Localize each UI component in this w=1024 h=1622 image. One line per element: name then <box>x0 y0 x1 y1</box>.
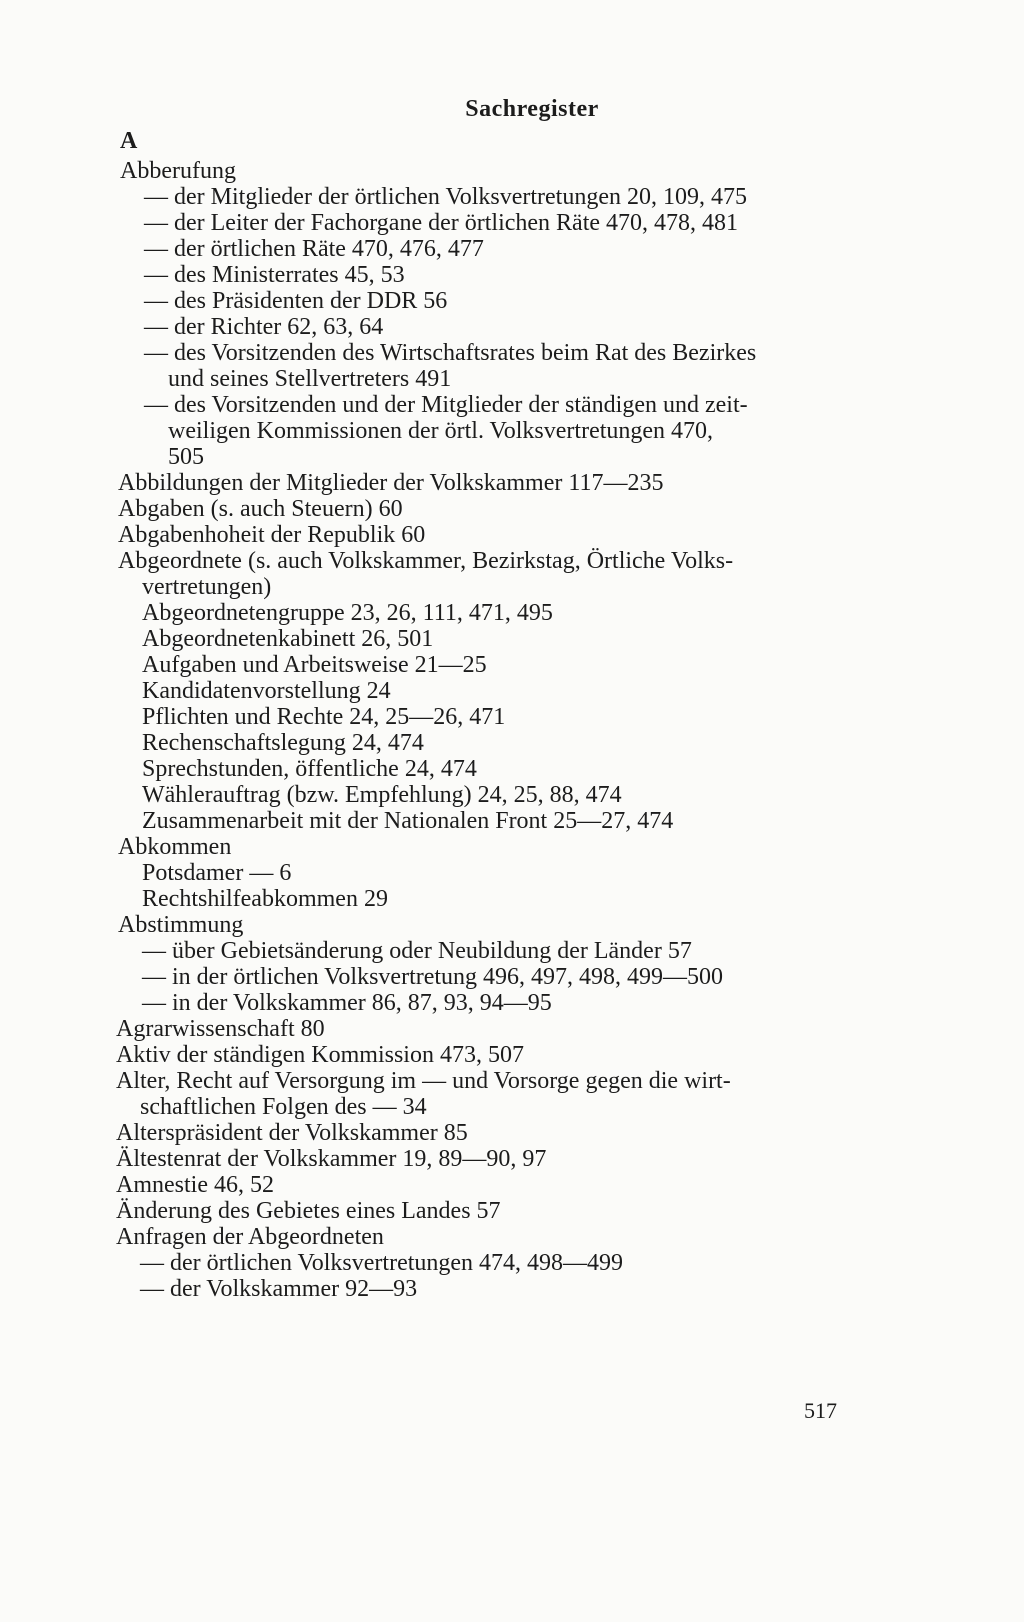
index-entry: Abkommen <box>118 834 232 860</box>
index-entry: Agrarwissenschaft 80 <box>116 1016 325 1042</box>
index-entry: Sprechstunden, öffentliche 24, 474 <box>142 756 477 782</box>
index-entry: Zusammenarbeit mit der Nationalen Front 25—27, 474 <box>142 808 674 834</box>
index-entry: Abstimmung <box>118 912 244 938</box>
index-entry: — des Ministerrates 45, 53 <box>144 262 405 288</box>
index-entry: — der örtlichen Volksvertretungen 474, 498—499 <box>140 1250 624 1276</box>
index-entry: Abgeordnetenkabinett 26, 501 <box>142 626 434 652</box>
page-number: 517 <box>804 1398 837 1423</box>
index-entry: — des Vorsitzenden des Wirtschaftsrates beim Rat des Bezirkes <box>144 340 757 366</box>
index-entry: Abgeordnetengruppe 23, 26, 111, 471, 495 <box>142 600 553 626</box>
index-entry: und seines Stellvertreters 491 <box>168 366 452 392</box>
index-entry: Alter, Recht auf Versorgung im — und Vorsorge gegen die wirt- <box>116 1068 731 1094</box>
index-entry: — der örtlichen Räte 470, 476, 477 <box>144 236 484 262</box>
index-entry: Abgaben (s. auch Steuern) 60 <box>118 496 403 522</box>
index-entry: Änderung des Gebietes eines Landes 57 <box>116 1198 501 1224</box>
index-entry: Aktiv der ständigen Kommission 473, 507 <box>116 1042 524 1068</box>
index-entry: 505 <box>168 444 204 470</box>
index-entry: — des Vorsitzenden und der Mitglieder der ständigen und zeit- <box>144 392 748 418</box>
index-entry: Pflichten und Rechte 24, 25—26, 471 <box>142 704 506 730</box>
index-entry: — der Richter 62, 63, 64 <box>144 314 384 340</box>
index-entry: Ältestenrat der Volkskammer 19, 89—90, 97 <box>116 1146 547 1172</box>
index-entry: weiligen Kommissionen der örtl. Volksvertretungen 470, <box>168 418 714 444</box>
index-entry: Abbildungen der Mitglieder der Volkskammer 117—235 <box>118 470 664 496</box>
index-entry: — über Gebietsänderung oder Neubildung der Länder 57 <box>142 938 692 964</box>
index-entry: Aufgaben und Arbeitsweise 21—25 <box>142 652 487 678</box>
index-entry: Anfragen der Abgeordneten <box>116 1224 384 1250</box>
index-entry: Amnestie 46, 52 <box>116 1172 274 1198</box>
index-entry: vertretungen) <box>142 574 272 600</box>
page-title: Sachregister <box>465 96 599 122</box>
index-entry: Kandidatenvorstellung 24 <box>142 678 391 704</box>
index-entry: Wählerauftrag (bzw. Empfehlung) 24, 25, 88, 474 <box>142 782 622 808</box>
index-entry: Abgabenhoheit der Republik 60 <box>118 522 426 548</box>
index-entry: Rechenschaftslegung 24, 474 <box>142 730 424 756</box>
index-entry: — der Volkskammer 92—93 <box>140 1276 418 1302</box>
index-entry: — der Mitglieder der örtlichen Volksvertretungen 20, 109, 475 <box>144 184 747 210</box>
index-entry: — in der Volkskammer 86, 87, 93, 94—95 <box>142 990 552 1016</box>
index-entry: — des Präsidenten der DDR 56 <box>144 288 448 314</box>
index-entry: — in der örtlichen Volksvertretung 496, 497, 498, 499—500 <box>142 964 724 990</box>
index-entry: Potsdamer — 6 <box>142 860 292 886</box>
section-letter: A <box>120 128 138 154</box>
index-entry: Abberufung <box>120 158 236 184</box>
index-entry: Alterspräsident der Volkskammer 85 <box>116 1120 468 1146</box>
index-entry: — der Leiter der Fachorgane der örtlichen Räte 470, 478, 481 <box>144 210 739 236</box>
index-entry: schaftlichen Folgen des — 34 <box>140 1094 427 1120</box>
index-entry: Rechtshilfeabkommen 29 <box>142 886 388 912</box>
index-entry: Abgeordnete (s. auch Volkskammer, Bezirkstag, Örtliche Volks- <box>118 548 734 574</box>
